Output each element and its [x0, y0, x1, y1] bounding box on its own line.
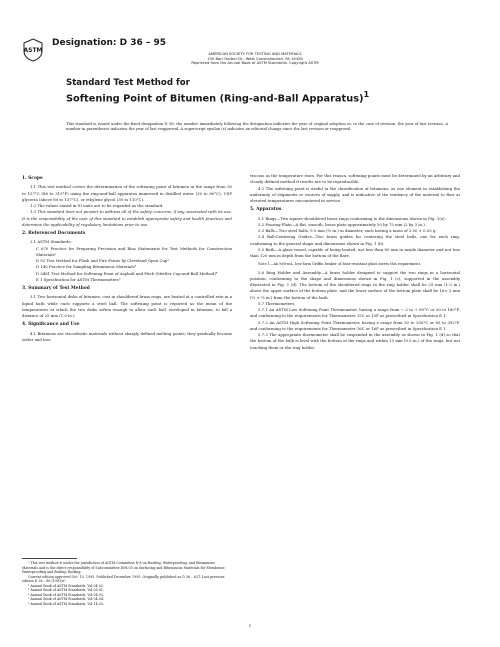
reference-item: D 3461 Test Method for Softening Point of Asphalt and Pitch (Mettler Cup-and-Ball Method)⁴ [36, 270, 218, 276]
section-heading: 2. Referenced Documents [22, 231, 86, 236]
astm-logo-icon [22, 38, 44, 62]
right-column [250, 173, 460, 351]
reference-item: E 1 Specification for ASTM Thermometers⁵ [36, 276, 121, 282]
publisher-line: Reprinted from the Annual Book of ASTM Standards. Copyright ASTM [191, 61, 319, 66]
footnotes [22, 558, 232, 606]
safety-statement: 1.3 This standard does not purport to address all of the safety concerns, if any, associated with its use. It is the responsibility of the user of this standard to establish appropriate safety and health practices and determine the applicability of regulatory limitations prior to use. [22, 209, 232, 227]
paragraph: 5.7.3 The appropriate thermometer shall be suspended in the assembly as shown in Fig. 1 (d) so that the bottom of the bulb is level with the bottom of the rings and within 13 mm (0.5 in.) of the rings, but not touching them or the ring holder. [250, 332, 460, 350]
footnote: Current edition approved Oct. 10, 1995. Published December 1995. Originally published as D 36 – 62T. Last previous edition D 36 – 86 (1993)ε¹. [22, 574, 225, 583]
paragraph: 5.2 Pouring Plate—A flat, smooth, brass plate approximately 50 by 75 mm (2 by 3 in.). [258, 221, 426, 227]
title-footnote-mark: 1 [363, 89, 370, 99]
paragraph: 5.7.2 An ASTM High Softening Point Thermometer, having a range from 30 to 200°C or 85 to 392°F, and conforming to the requirements for Thermometer 16C or 16F as prescribed in Specification E 1. [250, 319, 460, 331]
reference-item: C 670 Practice for Preparing Precision and Bias Statements for Test Methods for Construction Materials² [36, 245, 232, 257]
footnote: ² Annual Book of ASTM Standards, Vol 04.02. [28, 583, 105, 588]
footnote-rule [22, 558, 77, 559]
page-number: 1 [248, 623, 252, 628]
note: Note 1—An 800-mL, low-form Griffin beaker of heat-resistant glass meets this requirement. [258, 262, 422, 267]
paragraph: 4.2 The softening point is useful in the classification of bitumens, as one element in establishing the uniformity of shipments or sources of supply, and is indicative of the tendency of the material to flow at elevated temperatures encountered in service. [250, 185, 460, 203]
footnote: ⁵ Annual Book of ASTM Standards, Vol 04.04. [28, 597, 105, 601]
svg-text:ASTM: ASTM [23, 47, 43, 54]
section-heading: 3. Summary of Test Method [22, 286, 90, 291]
section-heading: 4. Significance and Use [22, 322, 80, 328]
publisher-line: 100 Barr Harbor Dr., West Conshohocken, PA 19428 [207, 56, 303, 61]
designation: Designation: D 36 – 95 [52, 38, 167, 48]
publisher-info [140, 52, 370, 66]
section-heading: 1. Scope [22, 176, 43, 181]
paragraph: 3.1 Two horizontal disks of bitumen, cast in shouldered brass rings, are heated at a controlled rate in a liquid bath while each supports a steel ball. The softening point is reported as the mean of the temperatures at which the two disks soften enough to allow each ball, enveloped in bitumen, to fall a distance of 25 mm (1.0 in.). [22, 294, 232, 318]
section-heading: 5. Apparatus [250, 207, 282, 213]
paragraph: 5.1 Rings—Two square-shouldered brass rings conforming to the dimensions shown in Fig. 1(a). [258, 215, 446, 221]
reference-item: D 92 Test Method for Flash and Fire Points by Cleveland Open Cup³ [36, 258, 169, 263]
paragraph [22, 209, 232, 228]
paragraph: 5.6 Ring Holder and Assembly—A brass holder designed to support the two rings in a horizontal position, conforming to the shape and dimensions shown in Fig. 1 (c), supported in the assembly illustrated in Fig. 1 (d). The bottom of the shouldered rings in the ring holder shall be 25 mm (1.0 in.) above the upper surface of the bottom plate, and the lower surface of the bottom plate shall be 16± 3 mm (⅝ ± ⅛ in.) from the bottom of the bath. [250, 269, 460, 300]
paragraph: 5.5 Bath—A glass vessel, capable of being heated, not less than 85 mm in inside diameter and not less than 120 mm in depth from the bottom of the flare. [250, 246, 460, 258]
paragraph: 5.7 Thermometers: [258, 300, 296, 306]
title-text: Softening Point of Bitumen (Ring-and-Ball Apparatus) [66, 93, 364, 105]
paragraph: 1.2 The values stated in SI units are to be regarded as the standard. [30, 203, 164, 208]
paragraph: 5.7.1 An ASTM Low Softening Point Thermometer, having a range from − 2 to + 80°C or 30 to 180°F, and conforming to the requirements for Thermometer 15C or 15F as prescribed in Specification E 1. [250, 307, 460, 319]
reference-item: D 140 Practice for Sampling Bituminous Materials⁴ [36, 264, 137, 270]
publisher-line: AMERICAN SOCIETY FOR TESTING AND MATERIALS [208, 52, 302, 56]
paragraph: 5.4 Ball-Centering Guides—Two brass guides for centering the steel balls, one for each ring, conforming to the general shape and dimensions shown in Fig. 1 (b). [250, 234, 460, 246]
footnote: ⁴ Annual Book of ASTM Standards, Vol 04.03. [28, 592, 105, 597]
footnote: ¹ This test method is under the jurisdiction of ASTM Committee D-8 on Roofing, Waterproofing, and Bituminous Materials and is the direct responsibility of Subcommittee D08.05 on Surfacing and Bituminous Materials for Membrane Waterproofing and Builtup Roofing. [22, 561, 225, 574]
paragraph: viscous as the temperature rises. For this reason, softening points must be determined by an arbitrary and closely defined method if results are to be reproducible. [250, 173, 460, 185]
title-line-1: Standard Test Method for [66, 78, 190, 88]
title-line-2 [66, 89, 369, 104]
footnote: ³ Annual Book of ASTM Standards, Vol 05.01. [28, 588, 105, 592]
footnote: ⁶ Annual Book of ASTM Standards, Vol 14.03. [28, 601, 105, 606]
intro-paragraph: This standard is issued under the fixed designation D 36; the number immediately following the designation indicates the year of original adoption or, in the case of revision, the year of last revision. A number in parentheses indicates the year of last reapproval. A superscript epsilon (ε) indicates an editorial change since the last revision or reapproval. [66, 122, 448, 132]
paragraph: 4.1 Bitumens are viscoelastic materials without sharply defined melting points; they gradually become softer and less [22, 330, 232, 342]
left-column [22, 173, 232, 343]
paragraph: 5.3 Balls—Two steel balls, 9.5 mm (⅜ in.) in diameter, each having a mass of 3.50 ± 0.05 g. [258, 228, 437, 233]
paragraph: 2.1 ASTM Standards: [30, 239, 72, 245]
paragraph: 1.1 This test method covers the determination of the softening point of bitumen in the range from 30 to 157°C (86 to 315°F) using the ring-and-ball apparatus immersed in distilled water (30 to 80°C), USP glycerin (above 80 to 157°C), or ethylene glycol (30 to 110°C). [22, 184, 232, 202]
